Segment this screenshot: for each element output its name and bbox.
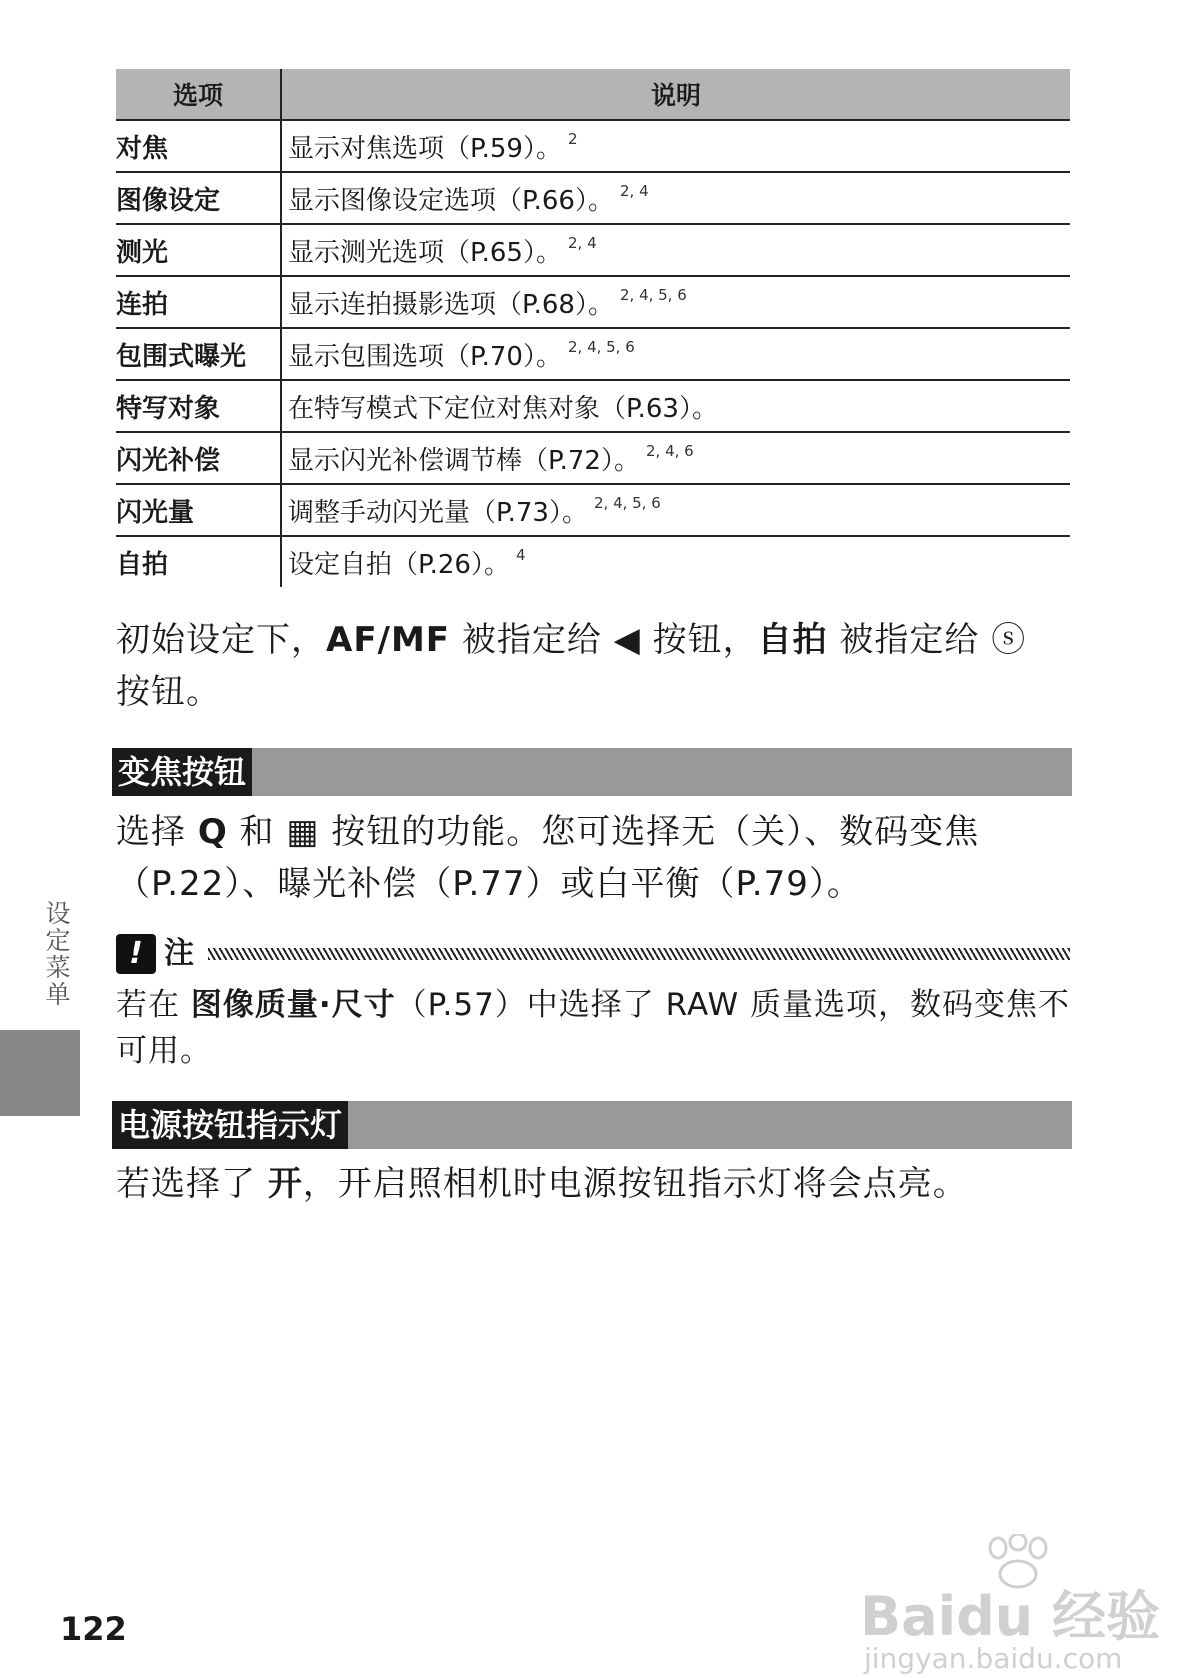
option-description: 设定自拍（P.26）。 $^4$ xyxy=(281,536,1070,587)
option-name: 连拍 xyxy=(116,276,281,328)
option-name: 自拍 xyxy=(116,549,169,580)
side-tab-label: 设定菜单 xyxy=(42,900,71,1008)
footnote-ref: 2, 4, 5, 6 xyxy=(567,337,635,356)
option-name: 闪光补偿 xyxy=(116,432,281,484)
af-mf-label: AF/MF xyxy=(326,620,451,660)
table-row xyxy=(116,276,1070,328)
watermark-url: jingyan.baidu.com xyxy=(864,1642,1123,1675)
self-timer-icon: ⓢ xyxy=(991,620,1027,660)
footnote-ref: 2, 4 xyxy=(567,233,597,252)
power-section-body: 若选择了 开，开启照相机时电源按钮指示灯将会点亮。 xyxy=(116,1164,968,1204)
note-header xyxy=(116,934,1070,974)
table-header-row xyxy=(116,69,1070,120)
table-row xyxy=(116,484,1070,536)
power-section-title: 电源按钮指示灯 xyxy=(112,1101,348,1149)
note-label: 注 xyxy=(164,936,194,971)
footnote-ref: 2, 4, 5, 6 xyxy=(593,493,661,512)
table-row xyxy=(116,120,1070,172)
option-name: 特写对象 xyxy=(116,380,281,432)
option-description: 调整手动闪光量（P.73）。 $^{2, 4, 5, 6}$ xyxy=(281,484,1070,536)
image-quality-size-label: 图像质量·尺寸 xyxy=(190,987,396,1023)
option-name: 闪光量 xyxy=(116,484,281,536)
option-description: 显示测光选项（P.65）。 $^{2, 4}$ xyxy=(281,224,1070,276)
option-description: 显示连拍摄影选项（P.68）。 $^{2, 4, 5, 6}$ xyxy=(281,276,1070,328)
note-icon: ! xyxy=(116,934,156,974)
option-description: 显示对焦选项（P.59）。 $^2$ xyxy=(281,120,1070,172)
header-description: 说明 xyxy=(281,69,1070,120)
left-arrow-icon: ◀ xyxy=(613,620,641,660)
option-description: 显示包围选项（P.70）。 $^{2, 4, 5, 6}$ xyxy=(281,328,1070,380)
footnote-ref: 2, 4 xyxy=(619,181,649,200)
option-description: 显示闪光补偿调节棒（P.72）。 $^{2, 4, 6}$ xyxy=(281,432,1070,484)
page-number: 122 xyxy=(60,1610,127,1648)
zoom-section-header xyxy=(112,748,1072,796)
table-row xyxy=(116,380,1070,432)
option-description: 在特写模式下定位对焦对象（P.63）。 xyxy=(281,380,1070,432)
option-description: 显示图像设定选项（P.66）。 $^{2, 4}$ xyxy=(281,172,1070,224)
option-name: 测光 xyxy=(116,224,281,276)
side-tab-marker xyxy=(0,1030,80,1116)
note-body: 若在 图像质量·尺寸（P.57）中选择了 RAW 质量选项，数码变焦不可用。 xyxy=(116,987,1070,1069)
option-name: 图像设定 xyxy=(116,172,281,224)
note-divider xyxy=(208,948,1070,960)
power-section-header xyxy=(112,1101,1072,1149)
zoom-in-icon: Q xyxy=(197,812,228,852)
footnote-ref: 2 xyxy=(567,129,578,148)
option-name: 包围式曝光 xyxy=(116,328,281,380)
table-row xyxy=(116,172,1070,224)
zoom-section-body: 选择 Q 和 ▦ 按钮的功能。您可选择无（关）、数码变焦（P.22）、曝光补偿（P.77）或白平衡（P.79）。 xyxy=(116,812,980,904)
table-row xyxy=(116,224,1070,276)
options-table xyxy=(116,69,1070,587)
header-option: 选项 xyxy=(116,69,281,120)
footnote-ref: 2, 4, 6 xyxy=(645,441,694,460)
table-row xyxy=(116,432,1070,484)
grid-view-icon: ▦ xyxy=(286,812,320,852)
option-name: 对焦 xyxy=(116,120,281,172)
zoom-section-title: 变焦按钮 xyxy=(112,748,252,796)
watermark-brand: Baidu 经验 xyxy=(860,1585,1161,1648)
default-assignment-text: 初始设定下，AF/MF 被指定给 ◀ 按钮，自拍 被指定给 ⓢ 按钮。 xyxy=(116,620,1027,712)
table-row xyxy=(116,328,1070,380)
on-label: 开 xyxy=(267,1164,303,1204)
footnote-ref: 2, 4, 5, 6 xyxy=(619,285,687,304)
footnote-ref: 4 xyxy=(515,545,526,564)
table-row xyxy=(116,536,1070,587)
self-timer-label: 自拍 xyxy=(757,620,828,660)
